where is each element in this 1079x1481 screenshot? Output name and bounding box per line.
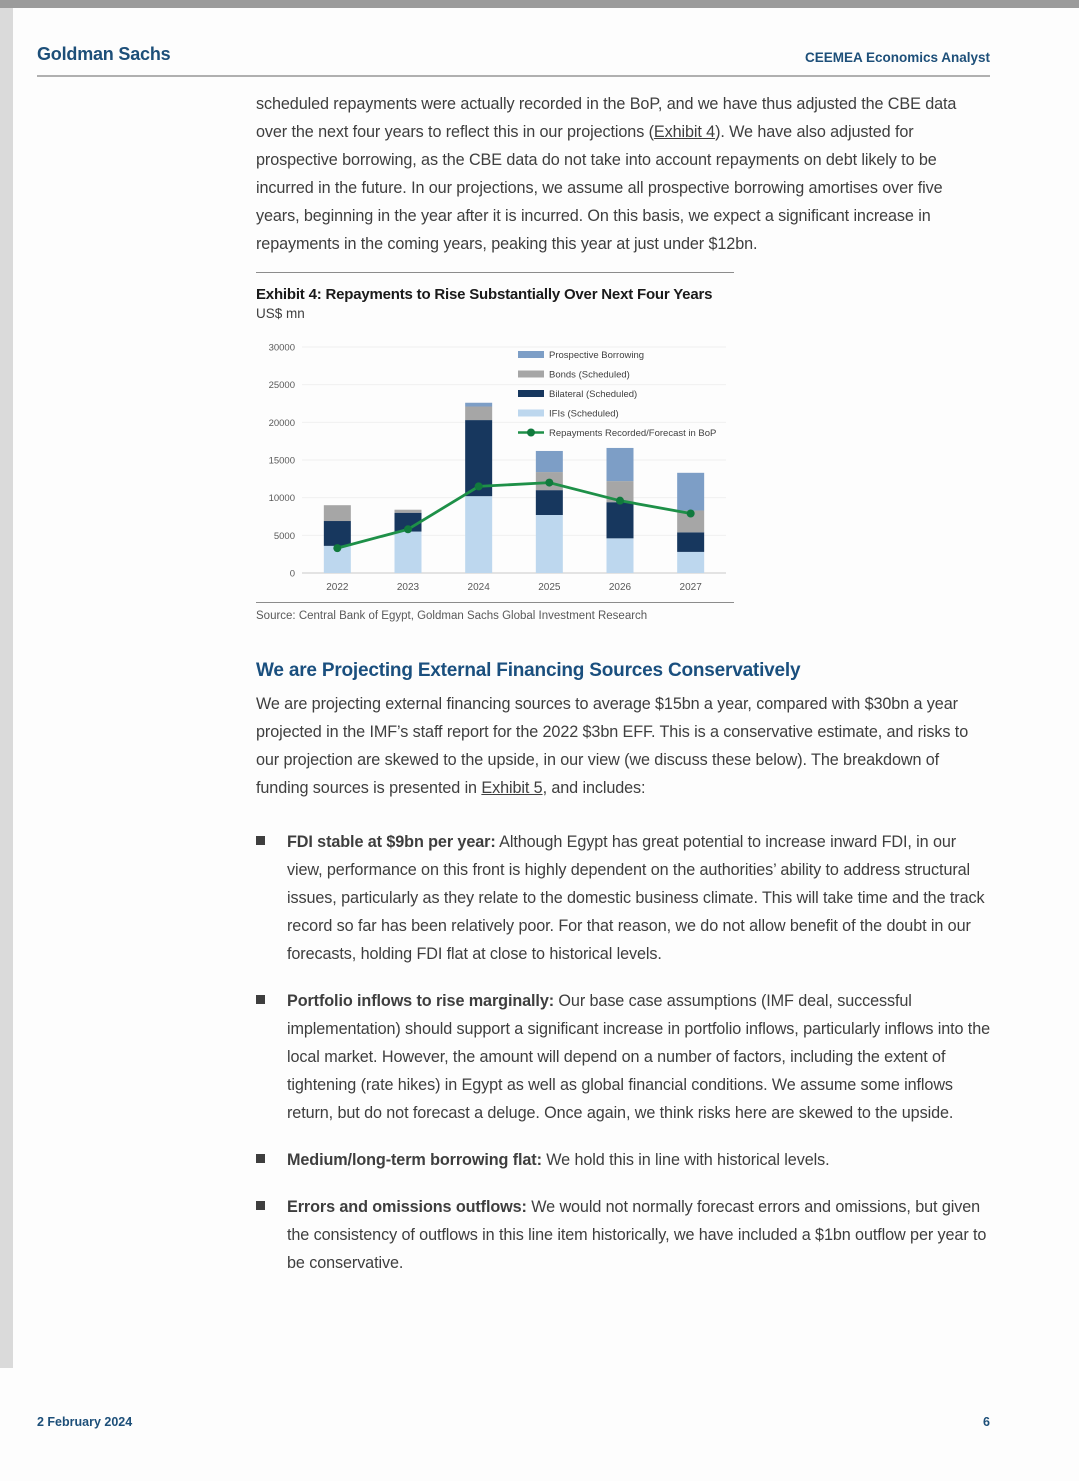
list-item [256, 987, 990, 1127]
svg-text:2023: 2023 [396, 582, 420, 593]
svg-text:15000: 15000 [268, 455, 295, 467]
intro-paragraph [256, 90, 990, 258]
svg-text:5000: 5000 [273, 530, 295, 542]
bullet-square-icon [256, 1201, 265, 1210]
footer-date: 2 February 2024 [37, 1415, 133, 1429]
svg-text:IFIs (Scheduled): IFIs (Scheduled) [549, 408, 619, 420]
bullet-lead: Errors and omissions outflows: [287, 1198, 527, 1216]
page-content [256, 90, 990, 1296]
exhibit-unit-label: US$ mn [256, 306, 305, 321]
svg-text:20000: 20000 [268, 417, 295, 429]
svg-text:Bonds (Scheduled): Bonds (Scheduled) [549, 369, 630, 381]
svg-text:30000: 30000 [268, 342, 295, 354]
svg-text:Repayments Recorded/Forecast i: Repayments Recorded/Forecast in BoP [549, 428, 717, 439]
brand-logo-text: Goldman Sachs [37, 44, 171, 64]
bullet-list [256, 828, 990, 1277]
bullet-square-icon [256, 836, 265, 845]
exhibit-source: Source: Central Bank of Egypt, Goldman Sachs Global Investment Research [256, 610, 648, 622]
bullet-text: We would not normally forecast errors and omissions, but given the consistency of outflows in this line item historically, we have included a $1bn outflow per year to be conservative. [287, 1198, 987, 1272]
svg-text:Prospective Borrowing: Prospective Borrowing [549, 350, 645, 361]
svg-text:2022: 2022 [326, 582, 349, 593]
bullet-lead: Medium/long-term borrowing flat: [287, 1151, 542, 1169]
svg-text:25000: 25000 [268, 380, 295, 392]
list-item [256, 1146, 990, 1174]
page-header [37, 44, 990, 77]
exhibit-4-block [256, 272, 736, 622]
exhibit-5-link[interactable]: Exhibit 5 [481, 779, 543, 797]
section-heading: We are Projecting External Financing Sources Conservatively [256, 660, 801, 681]
exhibit-chart-svg [256, 335, 736, 597]
exhibit-bottom-rule [256, 602, 734, 603]
publication-title: CEEMEA Economics Analyst [804, 50, 990, 65]
page-footer [37, 1415, 990, 1429]
footer-page-number: 6 [983, 1415, 990, 1429]
bullet-square-icon [256, 995, 265, 1004]
svg-text:10000: 10000 [268, 493, 295, 505]
bullet-text: We hold this in line with historical levels. [541, 1151, 830, 1169]
section-paragraph [256, 690, 990, 802]
svg-text:2024: 2024 [467, 582, 490, 593]
exhibit-title: Exhibit 4: Repayments to Rise Substantially Over Next Four Years [256, 286, 713, 303]
bullet-text: Our base case assumptions (IMF deal, successful implementation) should support a significant increase in portfolio inflows, particularly inflows into the local market. However, the amount will depend on a number of factors, including the extent of tightening (rate hikes) in Egypt as well as global financial conditions. We assume some inflows return, but do not forecast a deluge. Once again, we think risks here are skewed to the upside. [287, 992, 991, 1122]
exhibit-top-rule [256, 272, 734, 273]
viewer-left-edge [0, 8, 13, 1368]
intro-text-post: ). We have also adjusted for prospective borrowing, as the CBE data do not take into account repayments on debt likely to be incurred in the future. In our projections, we assume all prospective borrowing amortises over five years, beginning in the year after it is incurred. On this basis, we expect a significant increase in repayments in the coming years, peaking this year at just under $12bn. [256, 123, 943, 253]
intro-text-pre: scheduled repayments were actually recorded in the BoP, and we have thus adjusted the CBE data over the next four years to reflect this in our projections ( [256, 95, 957, 141]
list-item [256, 1193, 990, 1277]
bullet-square-icon [256, 1154, 265, 1163]
exhibit-4-link[interactable]: Exhibit 4 [653, 123, 716, 141]
svg-text:0: 0 [289, 568, 295, 580]
section-text-pre: We are projecting external financing sources to average $15bn a year, compared with $30bn a year projected in the IMF’s staff report for the 2022 $3bn EFF. This is a conservative estimate, and risks to our projection are skewed to the upside, in our view (we discuss these below). The breakdown of funding sources is presented in [256, 695, 969, 797]
bullet-text: Although Egypt has great potential to increase inward FDI, in our view, performance on this front is highly dependent on the authorities’ ability to address structural issues, particularly as they relate to the domestic business climate. This will take time and the track record so far has been relatively poor. For that reason, we do not allow benefit of the doubt in our forecasts, holding FDI flat at close to historical levels. [287, 833, 985, 963]
svg-text:2025: 2025 [538, 582, 561, 593]
viewer-top-edge [0, 0, 1079, 8]
bullet-lead: Portfolio inflows to rise marginally: [287, 992, 555, 1010]
bullet-lead: FDI stable at $9bn per year: [287, 833, 496, 851]
list-item [256, 828, 990, 968]
svg-text:Bilateral (Scheduled): Bilateral (Scheduled) [549, 389, 638, 400]
svg-text:2027: 2027 [679, 582, 702, 593]
svg-text:2026: 2026 [608, 582, 632, 593]
section-text-post: , and includes: [542, 779, 646, 797]
